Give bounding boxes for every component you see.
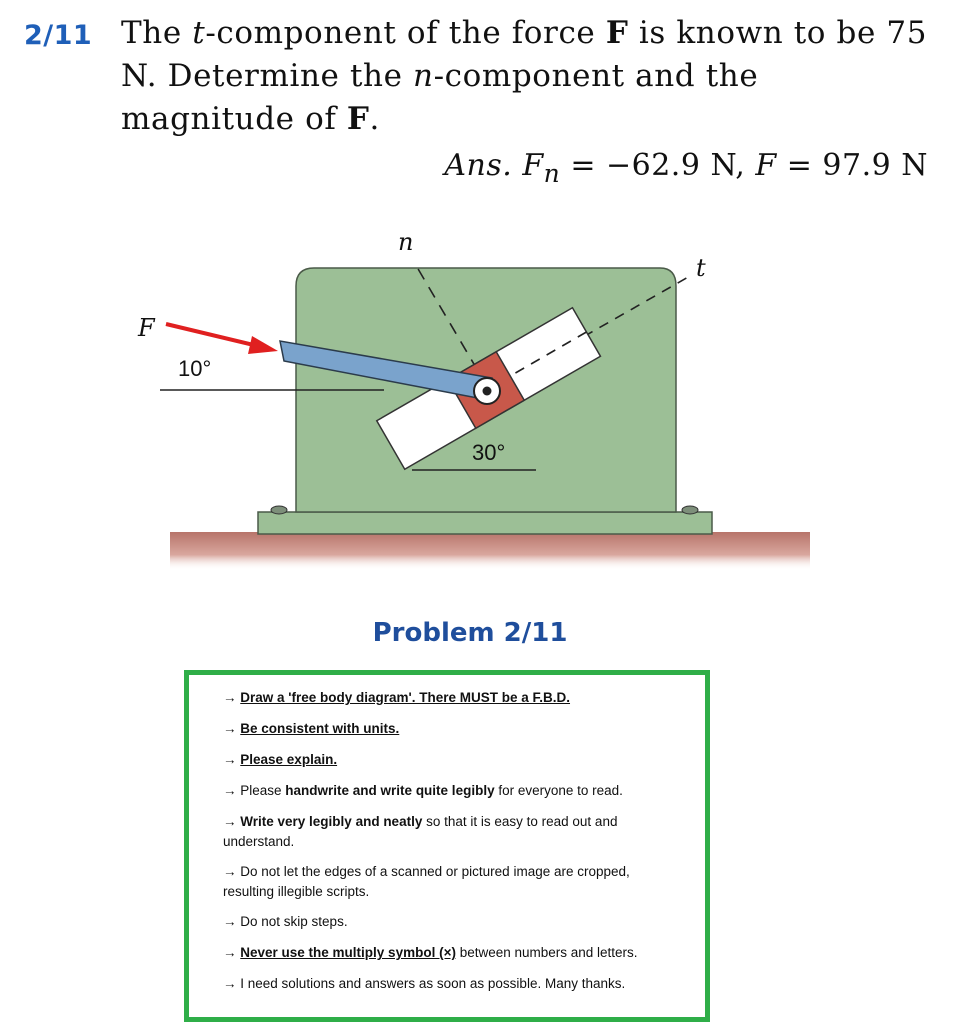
note-1: → Draw a 'free body diagram'. There MUST be a F.B.D. <box>223 690 571 705</box>
note-8: → Never use the multiply symbol (×) between numbers and letters. <box>223 945 638 960</box>
label-t: t <box>696 254 706 282</box>
mechanism-diagram <box>0 200 966 670</box>
instructions-box <box>184 670 710 1022</box>
answer-line: Ans. $F_n = -62.9$ N, F = 97.9 N <box>444 148 928 188</box>
note-7: → Do not skip steps. <box>223 914 348 929</box>
label-n: n <box>398 228 414 256</box>
note-2: → Be consistent with units. <box>223 721 400 736</box>
problem-text: The t-component of the force F is known to be 75 N. Determine the n-component and the magnitude of F. <box>121 15 928 137</box>
figure <box>0 200 966 670</box>
problem-number: 2/11 <box>24 20 93 51</box>
label-F: F <box>138 314 155 342</box>
note-3: → Please explain. <box>223 752 338 767</box>
note-4: → Please handwrite and write quite legibly for everyone to read. <box>223 783 623 798</box>
ground <box>170 532 810 570</box>
bolt-left <box>271 506 287 514</box>
force-arrow <box>166 324 258 346</box>
bolt-right <box>682 506 698 514</box>
pin-inner <box>483 387 492 396</box>
base-plate <box>258 512 712 534</box>
note-9: → I need solutions and answers as soon as possible. Many thanks. <box>223 976 626 991</box>
angle-force-label: 10° <box>178 356 212 381</box>
angle-slot-label: 30° <box>472 440 506 465</box>
force-arrowhead <box>248 336 278 354</box>
note-6: → Do not let the edges of a scanned or pictured image are cropped, resulting illegible scripts. <box>223 864 630 899</box>
note-5: → Write very legibly and neatly so that it is easy to read out and understand. <box>223 814 618 849</box>
figure-caption: Problem 2/11 <box>372 618 568 648</box>
